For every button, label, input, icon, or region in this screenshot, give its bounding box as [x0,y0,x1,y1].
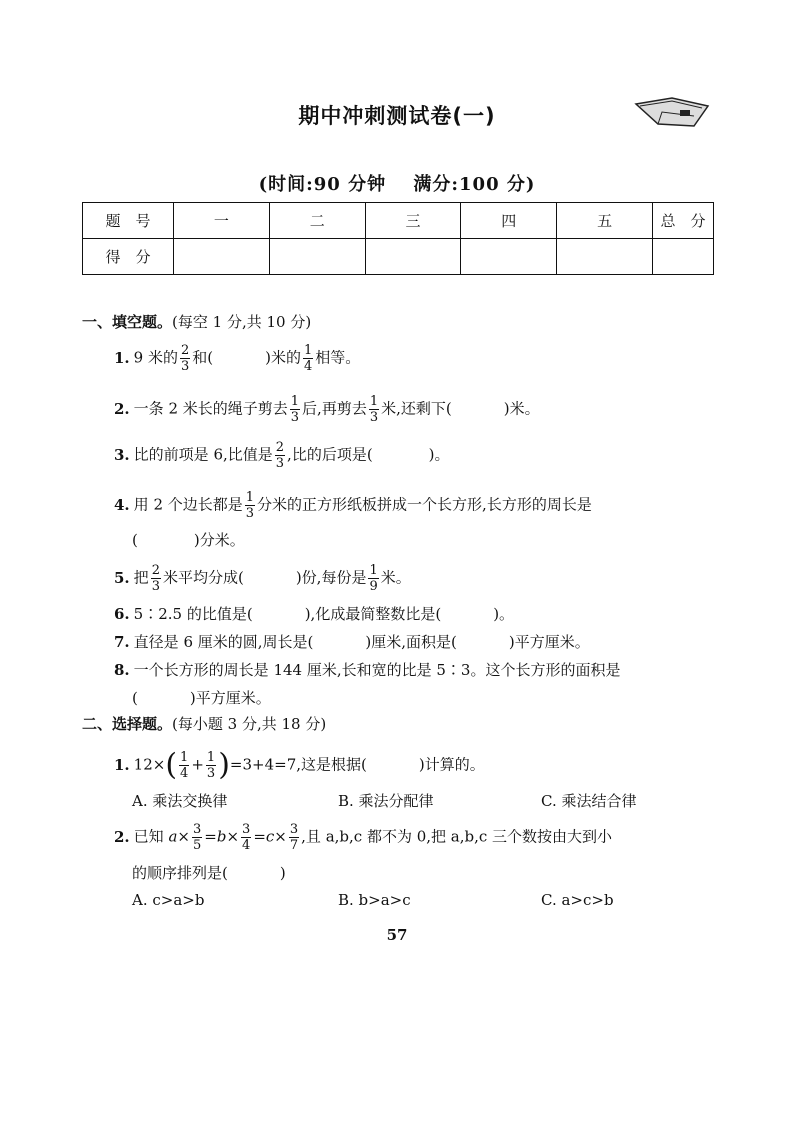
question-text: 9 米的 [133,348,178,367]
times-sign: × [274,827,287,846]
question-text: ( [132,531,138,549]
fraction [180,343,190,374]
left-paren: ( [165,747,178,783]
question-text: 的顺序排列是( [132,864,228,882]
score-cell[interactable] [557,239,653,275]
score-table-col: 四 [461,203,557,239]
choice-c[interactable]: C. 乘法结合律 [541,792,637,810]
score-cell[interactable] [653,239,714,275]
score-cell[interactable] [461,239,557,275]
denominator: 3 [369,410,379,425]
numerator: 2 [275,440,285,455]
score-table-col: 五 [557,203,653,239]
fraction [245,490,255,521]
question-text: ),化成最简整数比是( [304,605,442,623]
question-number: 4. [114,495,130,514]
variable: b [216,827,227,846]
question-text: )。 [428,445,450,464]
fraction [303,343,313,374]
variable: a [168,827,178,846]
question-text: )份,每份是 [295,568,367,587]
question-1-4 [114,490,592,521]
question-1-8-cont [132,686,271,710]
question-text: =3+4=7,这是根据( [229,755,367,774]
question-text: 米,还剩下( [381,399,452,418]
fraction [241,822,251,853]
numerator: 2 [180,343,190,358]
question-number: 8. [114,661,130,679]
score-table-col: 二 [269,203,365,239]
numerator: 1 [180,750,189,765]
question-text: 米。 [380,568,411,587]
score-table-header-row [83,203,714,239]
question-number: 2. [114,399,130,418]
section-1-title: 一、填空题。 [82,313,173,331]
question-text: ) [279,864,286,882]
question-text: 一条 2 米长的绳子剪去 [133,399,288,418]
question-2-1 [114,747,485,783]
question-text: 分米的正方形纸板拼成一个长方形,长方形的周长是 [257,495,592,514]
question-text: )。 [493,605,515,623]
score-table-col: 一 [174,203,270,239]
question-text: 米平均分成( [162,568,244,587]
fraction [369,394,379,425]
exam-info [0,170,794,196]
fraction [368,563,378,594]
denominator: 3 [245,506,255,521]
fraction [151,563,161,594]
question-number: 6. [114,605,130,623]
choice-b[interactable]: B. 乘法分配律 [338,792,434,810]
numerator: 3 [242,822,251,837]
numerator: 1 [290,394,300,409]
score-table-label: 得 分 [83,239,174,275]
equals-sign: = [204,827,217,846]
choice-a[interactable]: A. c>a>b [132,891,205,909]
choice-c[interactable]: C. a>c>b [541,891,614,909]
book-stamp-icon [632,92,712,132]
numerator: 2 [151,563,160,578]
section-1-heading [82,311,311,332]
denominator: 3 [290,410,300,425]
question-text: )计算的。 [418,755,485,774]
variable: c [265,827,275,846]
choice-b[interactable]: B. b>a>c [338,891,411,909]
question-1-3 [114,440,450,471]
times-sign: × [226,827,240,846]
question-text: ( [132,689,138,707]
numerator: 1 [245,490,255,505]
fraction [290,394,300,425]
question-text: ,比的后项是( [287,445,373,464]
question-1-4-cont [132,528,245,552]
denominator: 3 [180,359,190,374]
fraction [275,440,285,471]
equals-sign: = [253,827,266,846]
question-text: 用 2 个边长都是 [133,495,243,514]
question-number: 2. [114,827,130,846]
question-text: )分米。 [193,531,245,549]
page-title: 期中冲刺测试卷(一) [298,104,496,128]
section-2-note: (每小题 3 分,共 18 分) [172,715,327,733]
question-text: 5∶2.5 的比值是( [133,605,253,623]
question-text: 把 [133,568,149,587]
numerator: 1 [369,563,378,578]
question-text: )平方厘米。 [189,689,271,707]
score-table [82,202,714,275]
question-1-7 [114,630,590,654]
question-text: ,且 a,b,c 都不为 0,把 a,b,c 三个数按由大到小 [301,827,613,846]
question-number: 3. [114,445,130,464]
question-number: 1. [114,755,130,774]
question-text: )米的 [265,348,301,367]
score-table-score-row [83,239,714,275]
fraction [206,750,216,781]
question-text: )平方厘米。 [508,633,590,651]
denominator: 9 [369,579,378,594]
plus-sign: + [191,755,204,774]
numerator: 1 [369,394,379,409]
question-1-6 [114,602,514,626]
question-2-2 [114,822,612,853]
question-1-5 [114,563,411,594]
question-number: 1. [114,348,130,367]
numerator: 3 [192,822,202,837]
question-text: 已知 [133,827,169,846]
question-text: )米。 [503,399,540,418]
question-number: 7. [114,633,130,651]
denominator: 4 [303,359,313,374]
question-text: 比的前项是 6,比值是 [133,445,273,464]
numerator: 1 [206,750,216,765]
fraction [179,750,189,781]
denominator: 4 [242,838,251,853]
score-cell[interactable] [269,239,365,275]
section-2-heading [82,713,326,734]
choice-a[interactable]: A. 乘法交换律 [132,792,228,810]
denominator: 7 [289,838,299,853]
fraction [289,822,299,853]
time-info: (时间:90 分钟 [258,174,387,195]
score-cell[interactable] [365,239,461,275]
page-number: 57 [386,926,408,944]
question-text: 直径是 6 厘米的圆,周长是( [133,633,314,651]
score-cell[interactable] [174,239,270,275]
section-2-title: 二、选择题。 [82,715,173,733]
numerator: 1 [303,343,313,358]
question-1-2 [114,394,540,425]
denominator: 3 [275,456,285,471]
right-paren: ) [218,747,230,783]
question-1-8 [114,658,620,682]
denominator: 4 [180,766,189,781]
question-number: 5. [114,568,130,587]
question-text: 后,再剪去 [302,399,367,418]
section-1-note: (每空 1 分,共 10 分) [172,313,312,331]
score-table-col: 总 分 [653,203,714,239]
times-sign: × [177,827,190,846]
score-table-label: 题 号 [83,203,174,239]
score-table-col: 三 [365,203,461,239]
question-1-1 [114,343,360,374]
question-text: 一个长方形的周长是 144 厘米,长和宽的比是 5∶3。这个长方形的面积是 [133,661,621,679]
question-text: 和( [192,348,214,367]
denominator: 3 [206,766,216,781]
question-text: 相等。 [315,348,361,367]
denominator: 5 [192,838,202,853]
score-info: 满分:100 分) [413,174,536,195]
question-text: )厘米,面积是( [365,633,457,651]
denominator: 3 [151,579,160,594]
numerator: 3 [289,822,299,837]
fraction [192,822,202,853]
question-2-2-cont [132,861,286,885]
question-text: 12× [133,755,166,774]
